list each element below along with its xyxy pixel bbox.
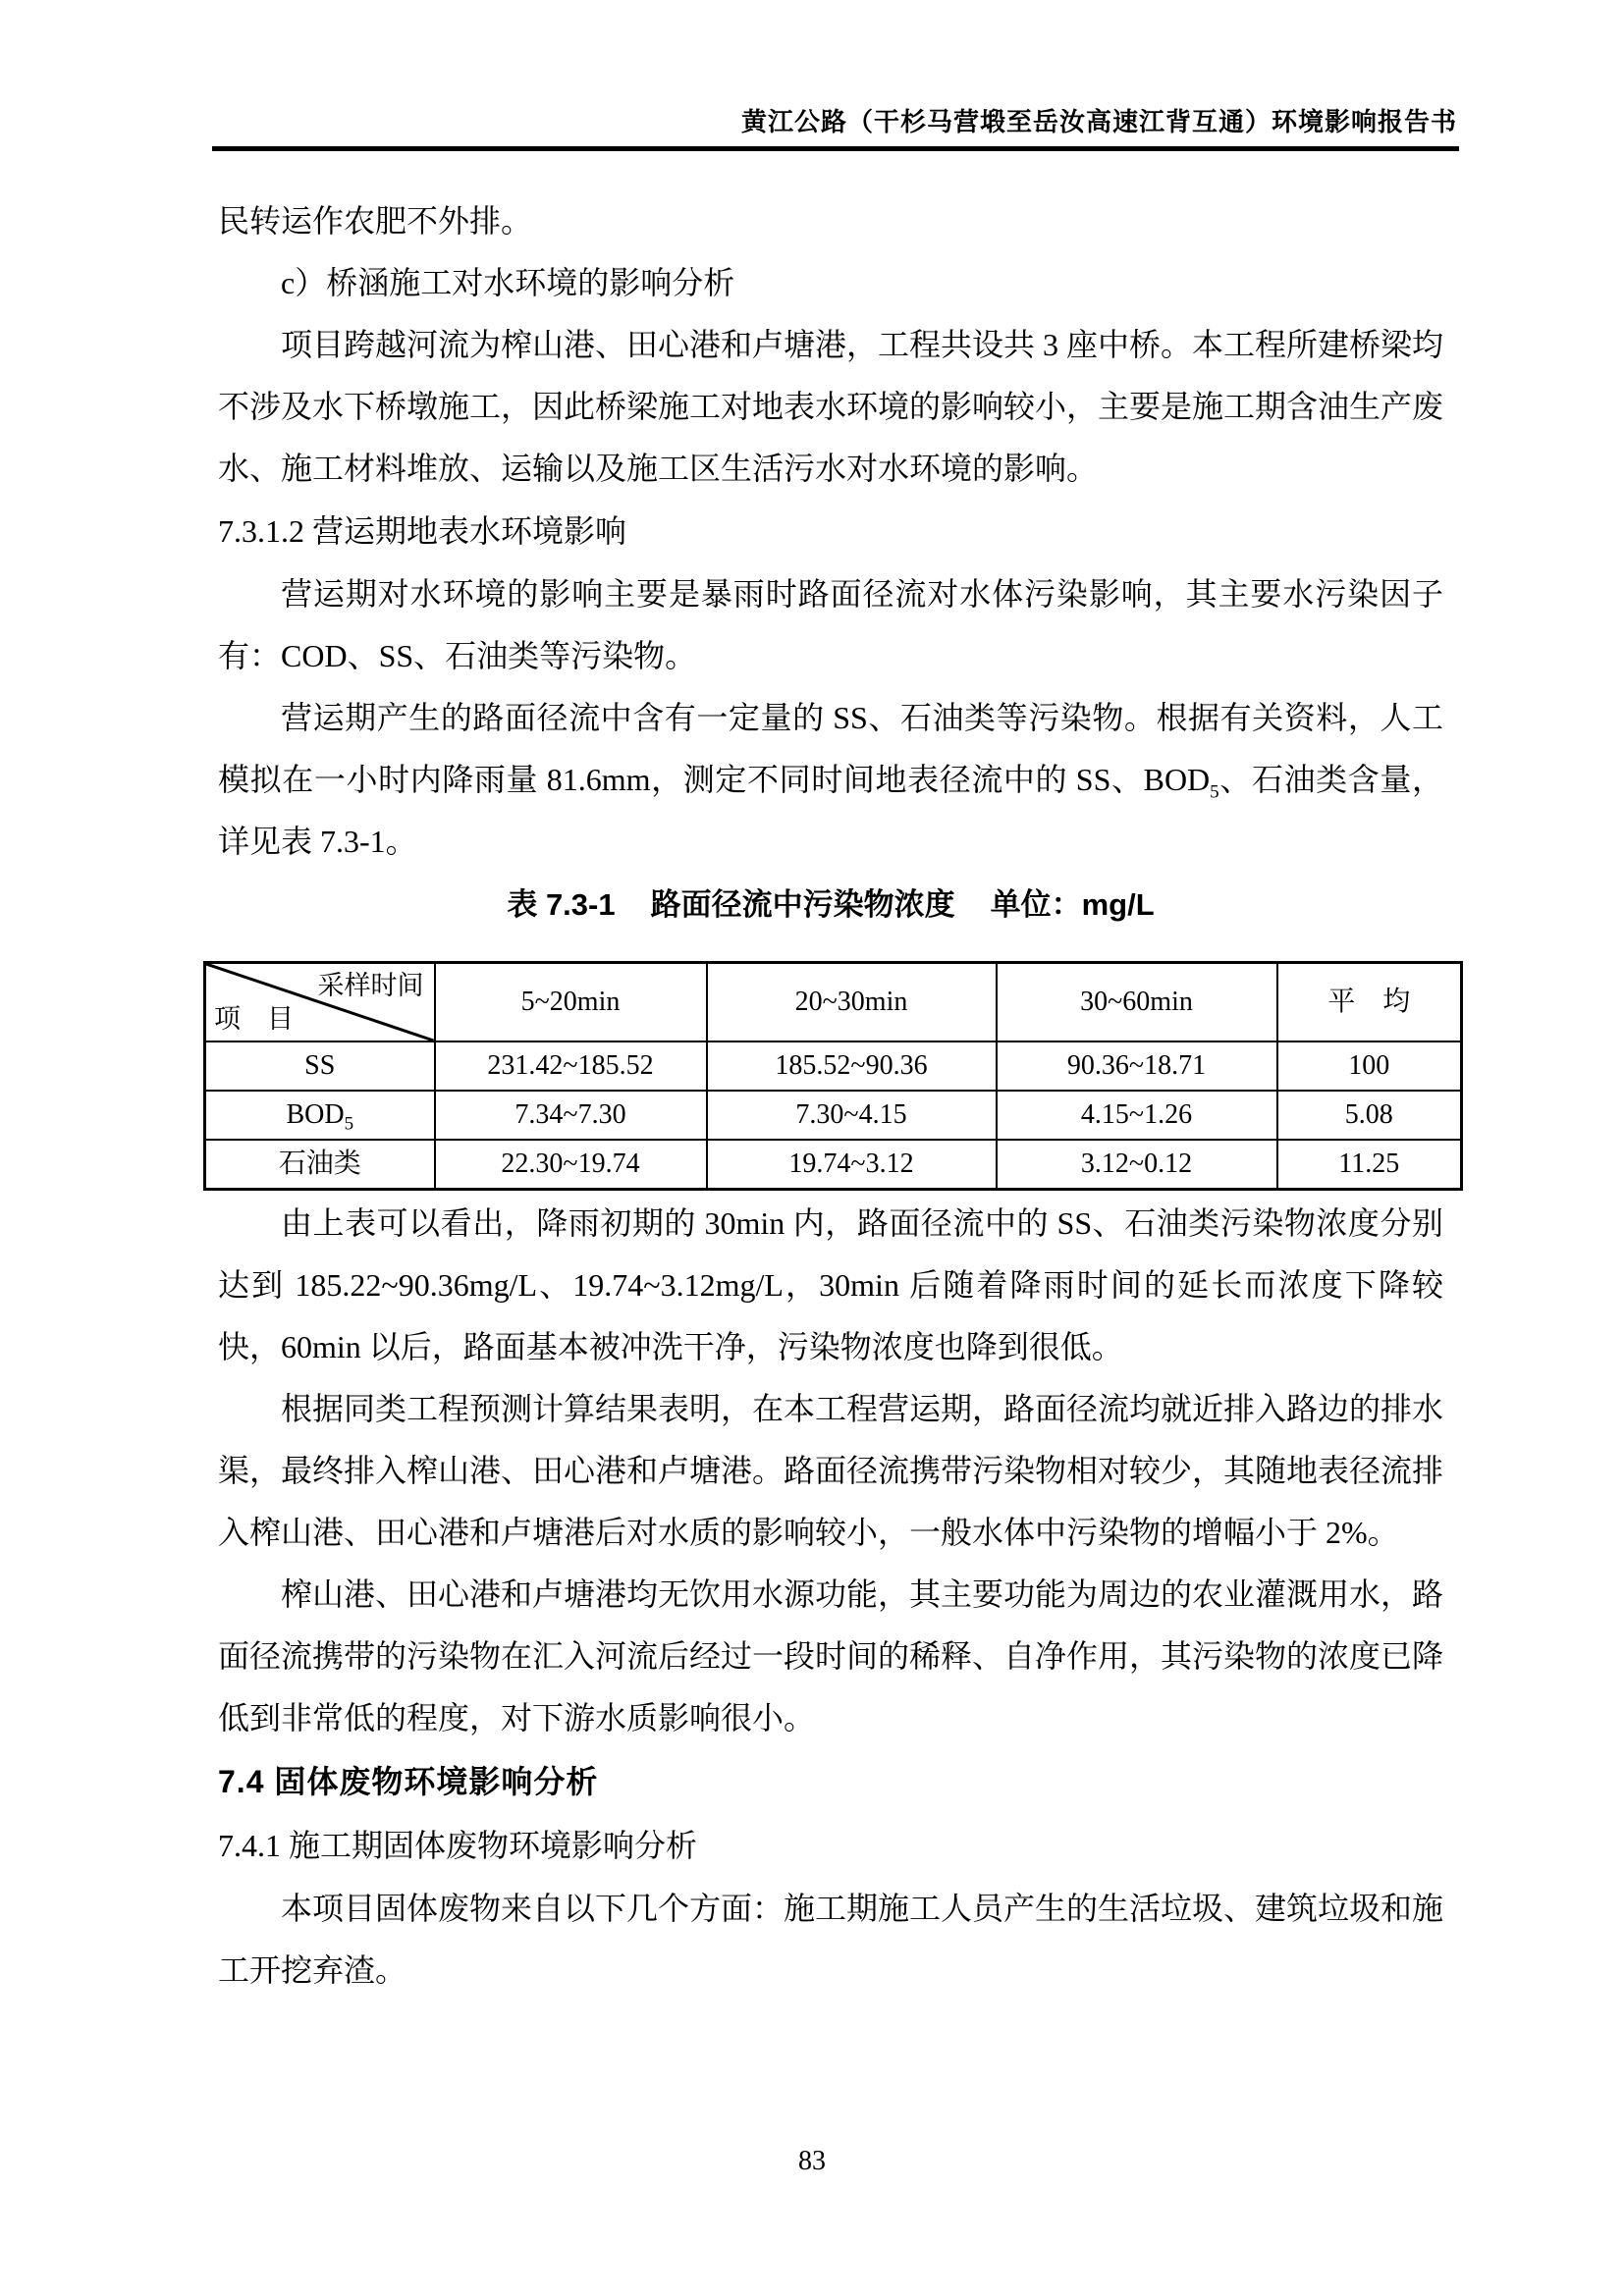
- heading-7-3-1-2: 7.3.1.2 营运期地表水环境影响: [218, 513, 627, 549]
- cell-bod5-3: 4.15~1.26: [997, 1091, 1277, 1140]
- column-header-average: 平 均: [1277, 963, 1462, 1042]
- paragraph-river-function: 榨山港、田心港和卢塘港均无饮用水源功能，其主要功能为周边的农业灌溉用水，路面径流携带的污染物在汇入河流后经过一段时间的稀释、自净作用，其污染物的浓度已降低到非常低的程度，对下游水质影响很小。: [218, 1576, 1444, 1735]
- bod-subscript: 5: [1210, 781, 1219, 803]
- table-label: 表 7.3-1: [507, 887, 616, 922]
- corner-label-sampling-time: 采样时间: [317, 971, 424, 1000]
- paragraph-table-analysis: 由上表可以看出，降雨初期的 30min 内，路面径流中的 SS、石油类污染物浓度分别达到 185.22~90.36mg/L、19.74~3.12mg/L，30min 后随着降雨时间的延长而浓度下降较快，60min 以后，路面基本被冲洗干净，污染物浓度也降到很低。: [218, 1205, 1443, 1364]
- heading-7-4: 7.4 固体废物环境影响分析: [218, 1764, 599, 1799]
- runoff-text-after-sub: 、石油类含量，详见表 7.3-1。: [218, 762, 1443, 859]
- paragraph-bridge-construction: 项目跨越河流为榨山港、田心港和卢塘港，工程共设共 3 座中桥。本工程所建桥梁均不涉及水下桥墩施工，因此桥梁施工对地表水环境的影响较小，主要是施工期含油生产废水、施工材料堆放、运输以及施工区生活污水对水环境的影响。: [218, 327, 1444, 486]
- row-label-petroleum: 石油类: [205, 1140, 435, 1190]
- paragraph-solid-waste-sources: 本项目固体废物来自以下几个方面：施工期施工人员产生的生活垃圾、建筑垃圾和施工开挖弃渣。: [218, 1891, 1444, 1988]
- cell-petroleum-2: 19.74~3.12: [707, 1140, 997, 1190]
- row-label-bod5: [205, 1091, 435, 1140]
- bod5-label-text: BOD: [286, 1099, 345, 1130]
- runoff-text-before-sub: 营运期产生的路面径流中含有一定量的 SS、石油类等污染物。根据有关资料，人工模拟在一小时内降雨量 81.6mm，测定不同时间地表径流中的 SS、BOD: [218, 700, 1443, 797]
- corner-label-item: 项 目: [214, 1004, 294, 1034]
- table-corner-cell: [205, 963, 435, 1042]
- subsection-c-heading: c）桥涵施工对水环境的影响分析: [281, 265, 735, 300]
- cell-bod5-2: 7.30~4.15: [707, 1091, 997, 1140]
- document-body: [214, 190, 1444, 2002]
- paragraph-runoff-simulation: [218, 687, 1443, 873]
- paragraph-continuation: 民转运作农肥不外排。: [218, 203, 533, 239]
- table-unit: 单位：mg/L: [990, 887, 1155, 922]
- table-row-ss: [205, 1041, 1462, 1091]
- table-title: [218, 873, 1443, 937]
- row-label-ss: SS: [205, 1041, 435, 1091]
- paragraph-operation-impact: 营运期对水环境的影响主要是暴雨时路面径流对水体污染影响，其主要水污染因子有：COD、SS、石油类等污染物。: [218, 576, 1443, 673]
- cell-ss-1: 231.42~185.52: [435, 1041, 707, 1091]
- cell-ss-avg: 100: [1277, 1041, 1462, 1091]
- cell-petroleum-1: 22.30~19.74: [435, 1140, 707, 1190]
- heading-7-4-1: 7.4.1 施工期固体废物环境影响分析: [218, 1828, 698, 1863]
- cell-bod5-1: 7.34~7.30: [435, 1091, 707, 1140]
- cell-petroleum-avg: 11.25: [1277, 1140, 1462, 1190]
- table-row-bod5: [205, 1091, 1462, 1140]
- table-name: 路面径流中污染物浓度: [650, 887, 955, 922]
- table-row-petroleum: [205, 1140, 1462, 1190]
- page-number: 83: [798, 2146, 826, 2176]
- column-header-30-60min: 30~60min: [997, 963, 1277, 1042]
- bod5-label-subscript: 5: [344, 1113, 354, 1135]
- cell-bod5-avg: 5.08: [1277, 1091, 1462, 1140]
- page-header-title: 黄江公路（干杉马营塅至岳汝高速江背互通）环境影响报告书: [740, 108, 1457, 136]
- cell-petroleum-3: 3.12~0.12: [997, 1140, 1277, 1190]
- table-header-row: [205, 963, 1462, 1042]
- paragraph-prediction-result: 根据同类工程预测计算结果表明，在本工程营运期，路面径流均就近排入路边的排水渠，最终排入榨山港、田心港和卢塘港。路面径流携带污染物相对较少，其随地表径流排入榨山港、田心港和卢塘港后对水质的影响较小，一般水体中污染物的增幅小于 2%。: [218, 1391, 1444, 1550]
- cell-ss-3: 90.36~18.71: [997, 1041, 1277, 1091]
- column-header-5-20min: 5~20min: [435, 963, 707, 1042]
- header-rule-divider: [212, 146, 1459, 151]
- cell-ss-2: 185.52~90.36: [707, 1041, 997, 1091]
- column-header-20-30min: 20~30min: [707, 963, 997, 1042]
- pollutant-concentration-table: [203, 961, 1463, 1191]
